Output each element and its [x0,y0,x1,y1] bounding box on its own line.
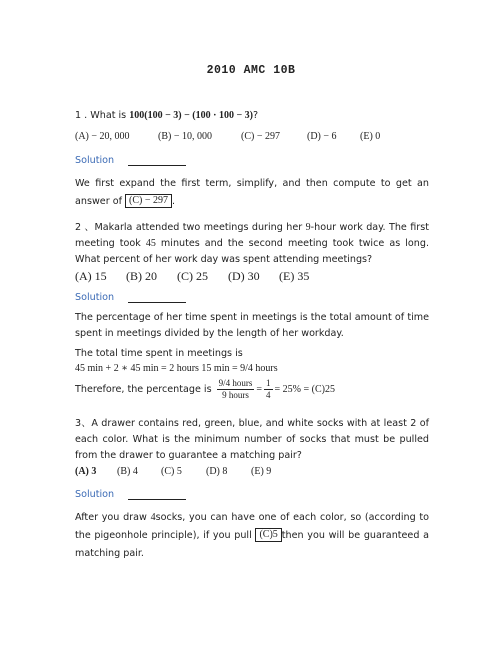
choice-d: (D) 8 [206,466,228,477]
answer-box-1: (C) − 297 [125,194,172,208]
fraction-hours-denominator: 9 hours [222,390,249,400]
question-3: 3、A drawer contains red, green, blue, and white socks with at least 2 of each color. What is the minimum number of socks that must be pulled from the drawer to guarantee a matching pair? [75,418,429,461]
choice-b: (B) − 10, 000 [158,131,212,142]
question-1-expression: 100(100 − 3) − (100 · 100 − 3) [129,110,253,121]
choice-d: (D) 30 [228,269,260,283]
choice-a: (A) 3 [75,466,97,477]
question-1-suffix: ? [252,110,259,121]
choice-a: (A) 15 [75,269,107,283]
answer-blank-1 [128,165,186,166]
solution-link-2[interactable]: Solution [75,292,115,303]
fraction-quarter-denominator: 4 [266,390,271,400]
choice-c: (C) 5 [161,466,182,477]
question-2-num9: 9 [305,222,311,233]
solution-1-text [75,175,429,211]
question-2-choices [75,269,455,284]
question-3-choices [75,466,455,477]
question-1 [75,108,429,124]
solution-3-part-a: After you draw [75,512,151,523]
solution-3-num4: 4 [150,512,156,523]
question-2-part-b: -hour work day. The first meeting took [75,222,429,249]
choice-e: (E) 0 [360,131,381,142]
choice-d: (D) − 6 [307,131,337,142]
solution-2-percentage [75,378,429,401]
choice-c: (C) − 297 [241,131,280,142]
answer-blank-3 [128,499,186,500]
page-title: 2010 AMC 10B [206,64,296,77]
solution-2-result: = 25% = (C)25 [274,383,335,395]
solution-link-1[interactable]: Solution [75,155,115,166]
question-2-num45: 45 [145,238,156,249]
answer-blank-2 [128,302,186,303]
fraction-quarter [264,378,273,401]
solution-3-part-c: then you will be guaranteed a matching pair. [75,530,429,559]
equals-sign: = [256,383,263,395]
answer-box-3: (C)5 [255,528,281,542]
fraction-quarter-numerator: 1 [266,378,271,388]
question-2-part-a: 2 、Makarla attended two meetings during her [75,222,306,233]
solution-3-part-b: socks, you can have one of each color, so (according to the pigeonhole principle), if you pull [75,512,430,541]
solution-2-paragraph-2: The total time spent in meetings is [75,348,243,359]
choice-b: (B) 20 [126,269,157,283]
question-2-part-c: minutes and the second meeting took twice as long. What percent of her work day was spent attending meetings? [75,238,429,265]
fraction-hours [217,378,255,401]
choice-a: (A) − 20, 000 [75,131,130,142]
choice-e: (E) 9 [251,466,272,477]
question-1-text: 1 . What is [75,110,130,121]
question-1-choices [75,131,455,142]
solution-1-end: . [171,196,176,207]
solution-2-expression: 45 min + 2 ∗ 45 min = 2 hours 15 min = 9/4 hours [75,363,278,374]
question-2 [75,220,429,268]
solution-2-paragraph-1: The percentage of her time spent in meetings is the total amount of time spent in meetings divided by the length of her workday. [75,312,429,339]
choice-e: (E) 35 [279,269,310,283]
solution-3-text [75,509,429,563]
fraction-hours-numerator: 9/4 hours [218,378,253,388]
choice-c: (C) 25 [177,269,208,283]
solution-2-percentage-label: Therefore, the percentage is [75,383,215,395]
solution-1-body: We first expand the first term, simplify, and then compute to get an answer of [75,178,429,207]
solution-link-3[interactable]: Solution [75,489,115,500]
choice-b: (B) 4 [117,466,138,477]
